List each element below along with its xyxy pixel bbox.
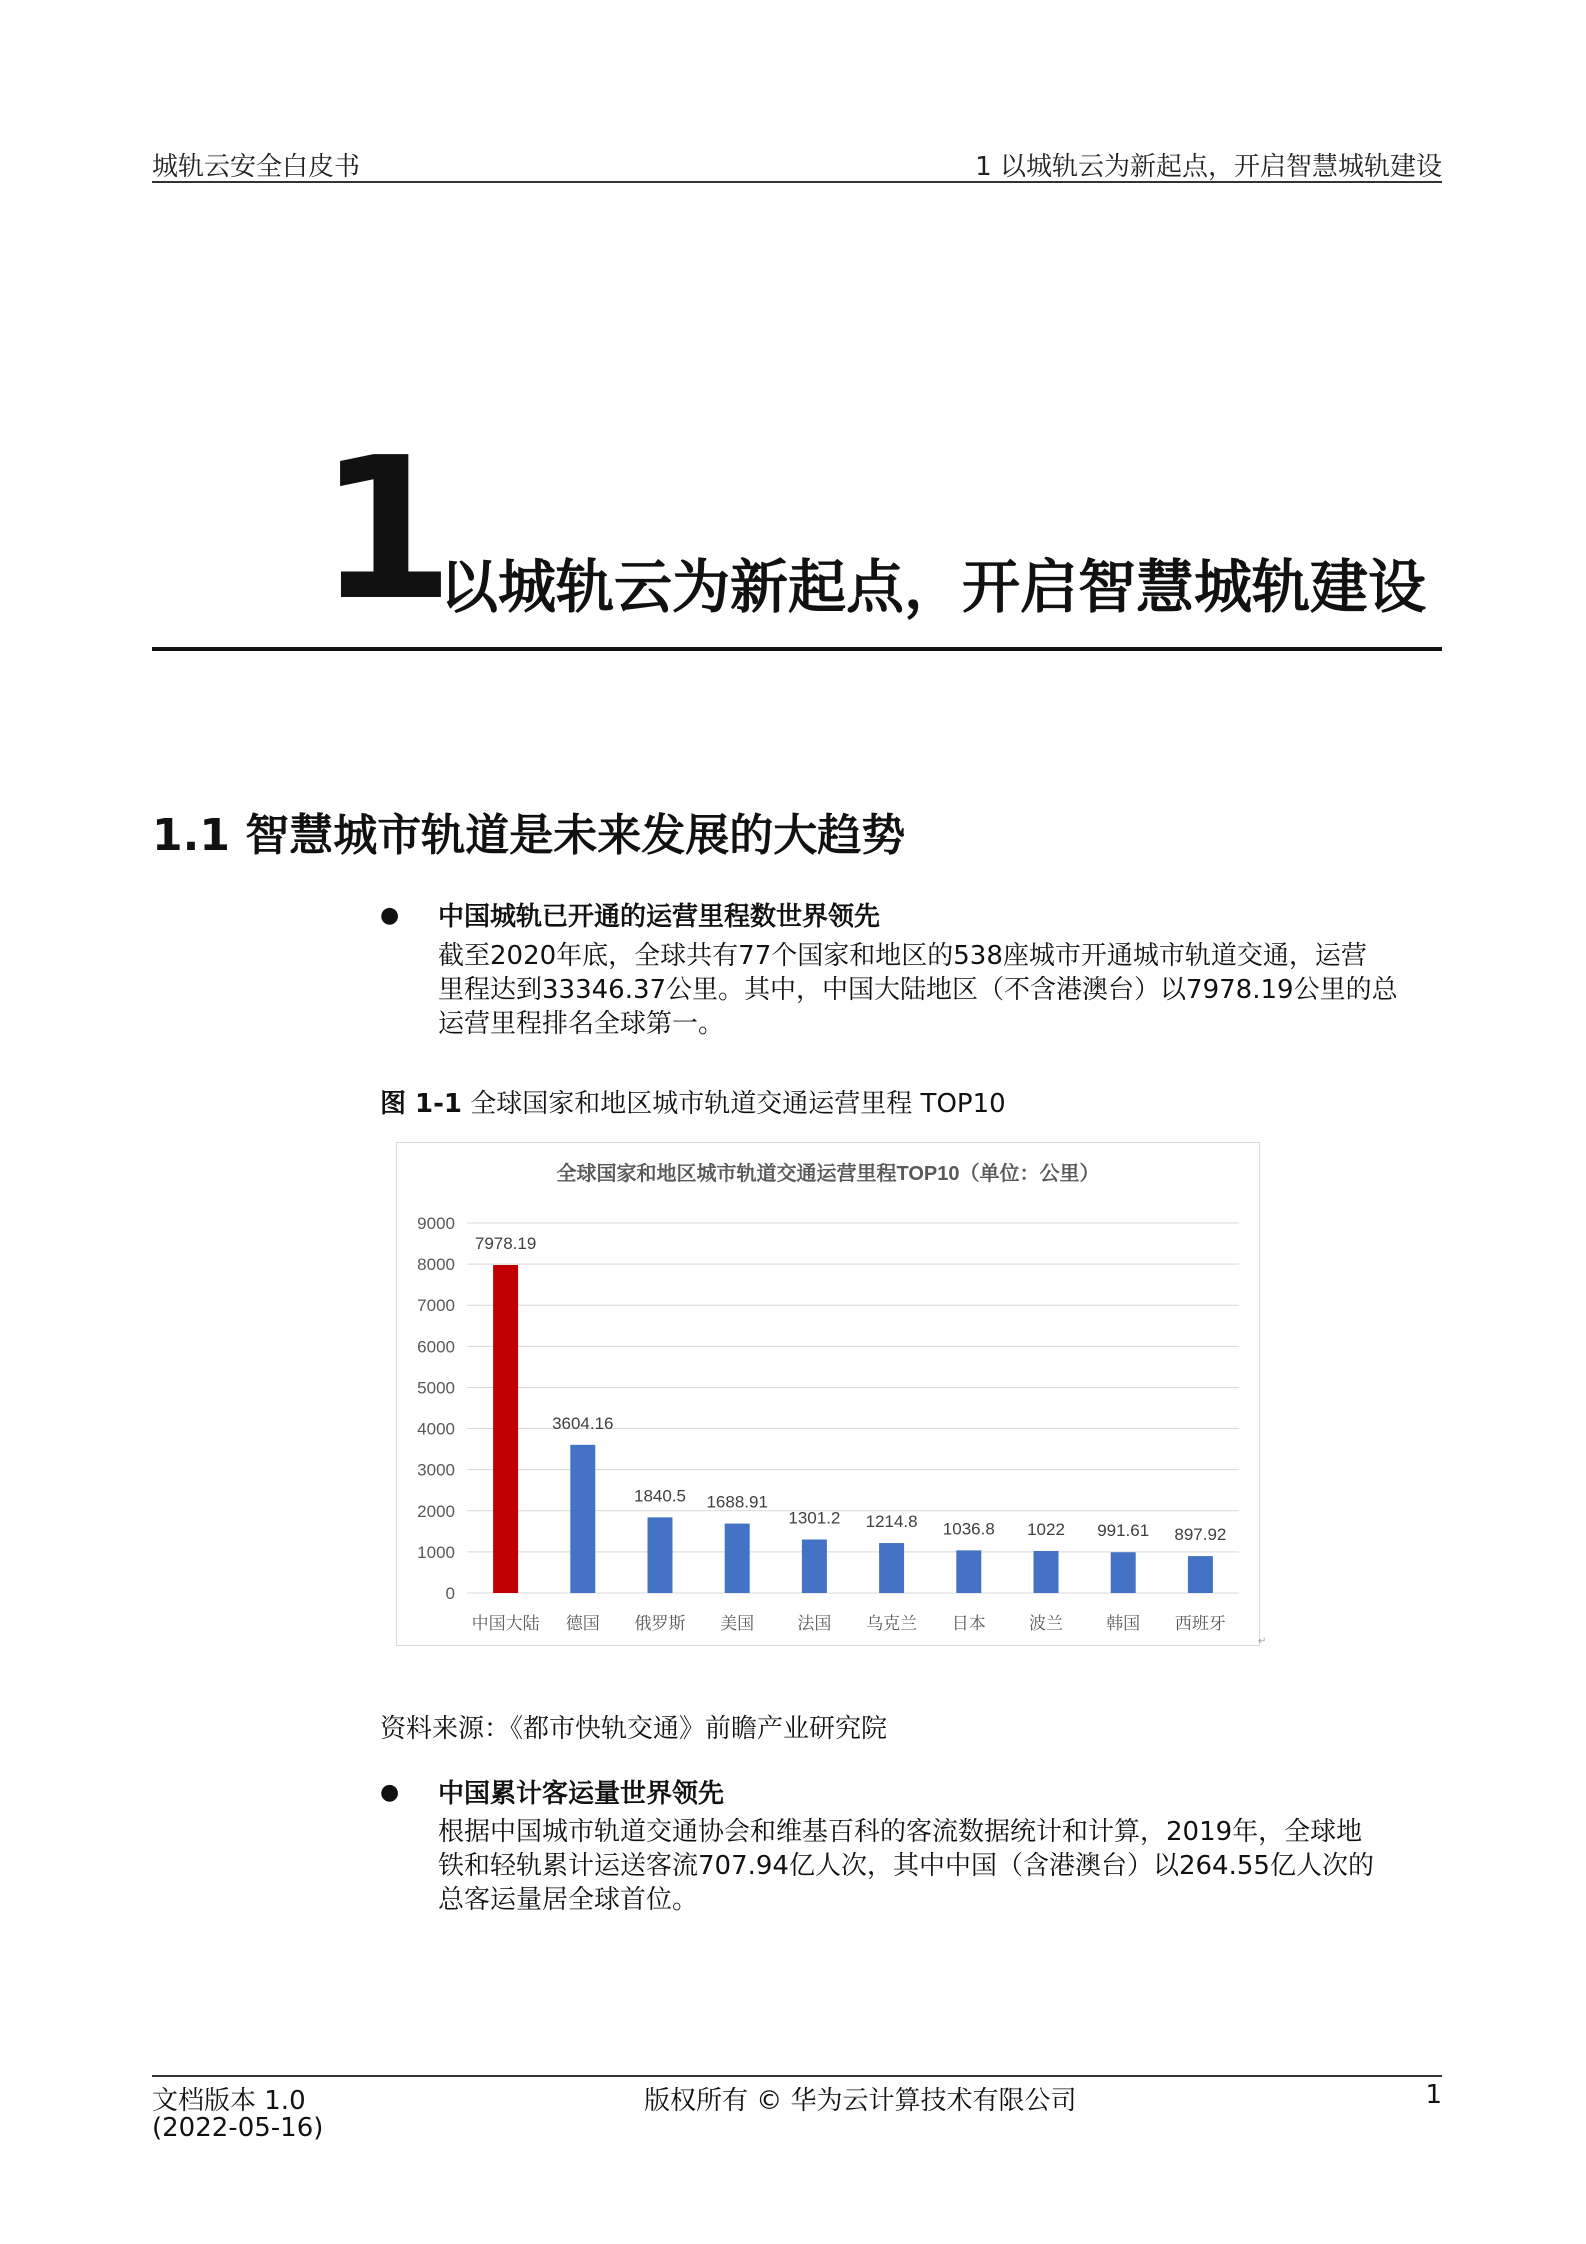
paragraph-line: 截至2020年底，全球共有77个国家和地区的538座城市开通城市轨道交通，运营 — [438, 941, 1367, 971]
x-tick-label: 德国 — [565, 1614, 600, 1633]
x-tick-label: 俄罗斯 — [634, 1614, 686, 1633]
chapter-title: 以城轨云为新起点，开启智慧城轨建设 — [440, 553, 1427, 621]
bar — [493, 1265, 518, 1593]
bar — [1111, 1552, 1136, 1593]
bar — [1188, 1556, 1213, 1593]
bar — [570, 1445, 595, 1593]
bullet-heading: 中国累计客运量世界领先 — [438, 1779, 725, 1809]
paragraph-line: 总客运量居全球首位。 — [438, 1885, 699, 1915]
footer-date: (2022-05-16) — [152, 2113, 324, 2143]
y-tick-label: 4000 — [417, 1419, 455, 1439]
y-tick-label: 5000 — [417, 1378, 455, 1398]
bullet-paragraph — [438, 939, 1448, 1041]
y-tick-label: 1000 — [417, 1542, 455, 1562]
footer-copyright: 版权所有 © 华为云计算技术有限公司 — [644, 2086, 1077, 2116]
bar-value-label: 1036.8 — [942, 1519, 995, 1539]
x-tick-label: 韩国 — [1106, 1614, 1141, 1633]
bar-value-label: 1022 — [1027, 1519, 1065, 1539]
x-tick-label: 西班牙 — [1174, 1614, 1226, 1633]
bar — [879, 1543, 904, 1593]
y-tick-label: 0 — [445, 1584, 455, 1603]
x-tick-label: 法国 — [797, 1614, 832, 1633]
y-tick-label: 3000 — [417, 1460, 455, 1480]
bar-value-label: 1840.5 — [634, 1486, 686, 1506]
chapter-number: 1 — [318, 416, 455, 644]
bar — [956, 1550, 981, 1593]
bar-chart — [397, 1143, 1259, 1645]
paragraph-line: 运营里程排名全球第一。 — [438, 1009, 725, 1039]
y-tick-label: 7000 — [417, 1296, 455, 1316]
y-tick-label: 6000 — [417, 1337, 455, 1357]
bar-value-label: 3604.16 — [552, 1413, 614, 1433]
bullet-paragraph — [438, 1815, 1448, 1917]
bar-value-label: 1688.91 — [706, 1492, 768, 1512]
bullet-marker: ● — [380, 1780, 400, 1805]
figure-source: 资料来源：《都市快轨交通》前瞻产业研究院 — [380, 1714, 888, 1744]
x-tick-label: 美国 — [720, 1614, 755, 1633]
bar-value-label: 1301.2 — [788, 1508, 841, 1528]
figure-label: 图 1-1 — [380, 1089, 463, 1119]
bar-value-label: 991.61 — [1097, 1521, 1150, 1541]
y-tick-label: 2000 — [417, 1501, 455, 1521]
footer-version: 文档版本 1.0 — [152, 2086, 306, 2116]
chapter-divider — [152, 647, 1442, 651]
bar — [725, 1524, 750, 1593]
y-tick-label: 8000 — [417, 1255, 455, 1275]
bar — [1034, 1551, 1059, 1593]
section-title: 1.1 智慧城市轨道是未来发展的大趋势 — [152, 810, 906, 861]
bullet-marker: ● — [380, 903, 400, 928]
bar — [648, 1517, 673, 1593]
bar-value-label: 7978.19 — [474, 1234, 537, 1254]
paragraph-line: 里程达到33346.37公里。其中，中国大陆地区（不含港澳台）以7978.19公里的总 — [438, 975, 1398, 1005]
x-tick-label: 中国大陆 — [471, 1614, 540, 1633]
header-chapter-title: 1 以城轨云为新起点，开启智慧城轨建设 — [975, 152, 1442, 182]
x-tick-label: 乌克兰 — [866, 1614, 918, 1633]
x-tick-label: 波兰 — [1029, 1614, 1063, 1633]
figure-caption-text: 全球国家和地区城市轨道交通运营里程 TOP10 — [470, 1089, 1006, 1119]
y-tick-label: 9000 — [417, 1214, 455, 1233]
bar-value-label: 1214.8 — [865, 1512, 918, 1532]
bullet-heading: 中国城轨已开通的运营里程数世界领先 — [438, 902, 881, 932]
header-doc-title: 城轨云安全白皮书 — [152, 152, 361, 182]
chart-title: 全球国家和地区城市轨道交通运营里程TOP10（单位：公里） — [556, 1163, 1100, 1185]
footer-page-number: 1 — [1425, 2080, 1442, 2110]
figure-caption — [380, 1083, 1006, 1120]
header-divider — [152, 181, 1442, 183]
footer-divider — [152, 2075, 1442, 2077]
paragraph-mark-icon: ↵ — [1258, 1636, 1267, 1647]
x-tick-label: 日本 — [951, 1614, 986, 1633]
paragraph-line: 根据中国城市轨道交通协会和维基百科的客流数据统计和计算，2019年，全球地 — [438, 1817, 1363, 1847]
paragraph-line: 铁和轻轨累计运送客流707.94亿人次，其中中国（含港澳台）以264.55亿人次的 — [438, 1851, 1374, 1881]
bar-value-label: 897.92 — [1174, 1525, 1227, 1545]
chart-frame — [396, 1142, 1260, 1646]
bar — [802, 1540, 827, 1593]
